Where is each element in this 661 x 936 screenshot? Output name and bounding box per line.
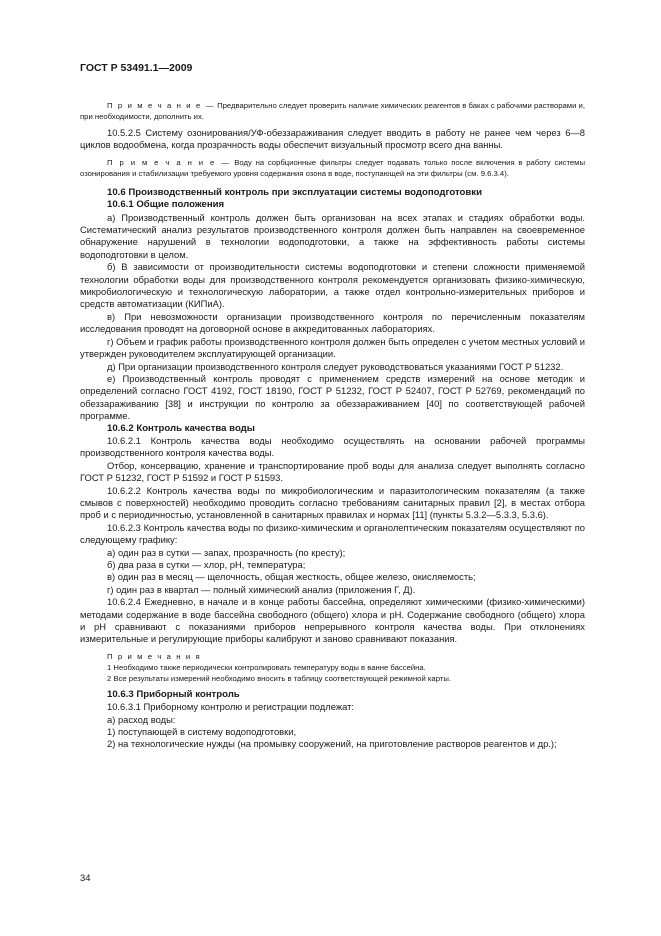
paragraph-10-6-2-1: 10.6.2.1 Контроль качества воды необходимо осуществлять на основании рабочей программы производственного контроля качества воды. bbox=[80, 434, 585, 459]
paragraph-10-6-2-4: 10.6.2.4 Ежедневно, в начале и в конце работы бассейна, определяют химическими (физико-химическими) методами содержание в воде бассейна свободного (общего) хлора и pH. Содержание свободного (общего) хлора и pH сравнивают с показаниями приборов непрерывного контроля качества воды. При отклонениях измерительные и регулирующие приборы калибруют и заново сравнивают показания. bbox=[80, 596, 585, 645]
paragraph-e: е) Производственный контроль проводят с применением средств измерений на основе методик и определений согласно ГОСТ 4192, ГОСТ 18190, ГОСТ Р 51232, ГОСТ Р 52407, ГОСТ Р 52769, рекомендаций по обеззараживанию [38] и инструкции по контролю за обеззараживанием [40] по соответствующей рабочей программе. bbox=[80, 372, 585, 422]
note-2 bbox=[80, 157, 585, 179]
schedule-item: г) один раз в квартал — полный химический анализ (приложения Г, Д). bbox=[107, 583, 416, 595]
note-text: Предварительно следует проверить наличие химических реагентов в баках с рабочими растворами и, при необходимости, дополнить их. bbox=[80, 101, 585, 121]
list-item: а) расход воды: bbox=[107, 713, 176, 725]
page-number: 34 bbox=[80, 872, 91, 883]
note-item: 1 Необходимо также периодически контролировать температуру воды в ванне бассейна. bbox=[107, 662, 426, 672]
document-header: ГОСТ Р 53491.1—2009 bbox=[80, 62, 193, 74]
document-page bbox=[80, 62, 585, 751]
schedule-item: в) один раз в месяц — щелочность, общая жесткость, общее железо, окисляемость; bbox=[107, 571, 476, 583]
paragraph-10-6-2-2: 10.6.2.2 Контроль качества воды по микробиологическим и паразитологическим показателям (а также смывов с поверхностей) необходимо проводить согласно требованиям санитарных правил [2], в местах отбора проб и с периодичностью, установленной в санитарных правилах и нормах [11] (пункты 5.3.2—5.3.3, 5.3.6). bbox=[80, 484, 585, 521]
note-label: П р и м е ч а н и е — bbox=[107, 101, 215, 110]
paragraph-g: г) Объем и график работы производственного контроля должен быть определен с учетом местных условий и утвержден руководителем эксплуатирующей организации. bbox=[80, 335, 585, 360]
paragraph-10-6-3-1: 10.6.3.1 Приборному контролю и регистрации подлежат: bbox=[107, 701, 355, 713]
paragraph-10-6-2-3: 10.6.2.3 Контроль качества воды по физико-химическим и органолептическим показателям осуществляют по следующему графику: bbox=[80, 521, 585, 546]
schedule-item: а) один раз в сутки — запах, прозрачность (по кресту); bbox=[107, 546, 346, 558]
list-item: 2) на технологические нужды (на промывку сооружений, на приготовление растворов реагентов и др.); bbox=[107, 738, 557, 750]
paragraph-d: д) При организации производственного контроля следует руководствоваться указаниями ГОСТ Р 51232. bbox=[107, 360, 564, 372]
heading-10-6-2: 10.6.2 Контроль качества воды bbox=[107, 422, 255, 434]
paragraph-sampling: Отбор, консервацию, хранение и транспортирование проб воды для анализа следует выполнять согласно ГОСТ Р 51232, ГОСТ Р 51592 и ГОСТ Р 51593. bbox=[80, 459, 585, 484]
note-label: П р и м е ч а н и е — bbox=[107, 157, 231, 167]
note-1 bbox=[80, 100, 585, 122]
note-text: Воду на сорбционные фильтры следует подавать только после включения в работу системы озонирования и стабилизации требуемого уровня содержания озона в воде, поступающей на эти фильтры (см. 9.6.3.4). bbox=[80, 157, 585, 178]
notes-title: П р и м е ч а н и я bbox=[107, 651, 202, 661]
paragraph-a: а) Производственный контроль должен быть организован на всех этапах и стадиях обработки воды. Систематический анализ результатов производственного контроля должен быть направлен на своевременное обнаружение нарушений в технологии водоподготовки, а также на эффективность работы системы водоподготовки в целом. bbox=[80, 211, 585, 260]
note-item: 2 Все результаты измерений необходимо вносить в таблицу соответствующей режимной карты. bbox=[107, 673, 451, 683]
paragraph-v: в) При невозможности организации производственного контроля по перечисленным показателям исследования проводят на договорной основе в аккредитованных лабораториях. bbox=[80, 310, 585, 335]
paragraph-b: б) В зависимости от производительности системы водоподготовки и степени сложности применяемой технологии обработки воды для производственного контроля рекомендуется организовать физико-химическую, микробиологическую и технологическую лаборатории, а также отдел контрольно-измерительных приборов и средств автоматизации (КИПиА). bbox=[80, 261, 585, 310]
schedule-item: б) два раза в сутки — хлор, pH, температура; bbox=[107, 559, 306, 570]
list-item: 1) поступающей в систему водоподготовки, bbox=[107, 726, 297, 738]
paragraph-10-5-2-5: 10.5.2.5 Систему озонирования/УФ-обеззараживания следует вводить в работу не ранее чем через 6—8 циклов водообмена, когда прозрачность воды обеспечит визуальный просмотр всего дна ванны. bbox=[80, 127, 585, 151]
heading-10-6: 10.6 Производственный контроль при эксплуатации системы водоподготовки bbox=[107, 186, 482, 198]
heading-10-6-1: 10.6.1 Общие положения bbox=[107, 199, 225, 211]
heading-10-6-3: 10.6.3 Приборный контроль bbox=[107, 688, 240, 700]
